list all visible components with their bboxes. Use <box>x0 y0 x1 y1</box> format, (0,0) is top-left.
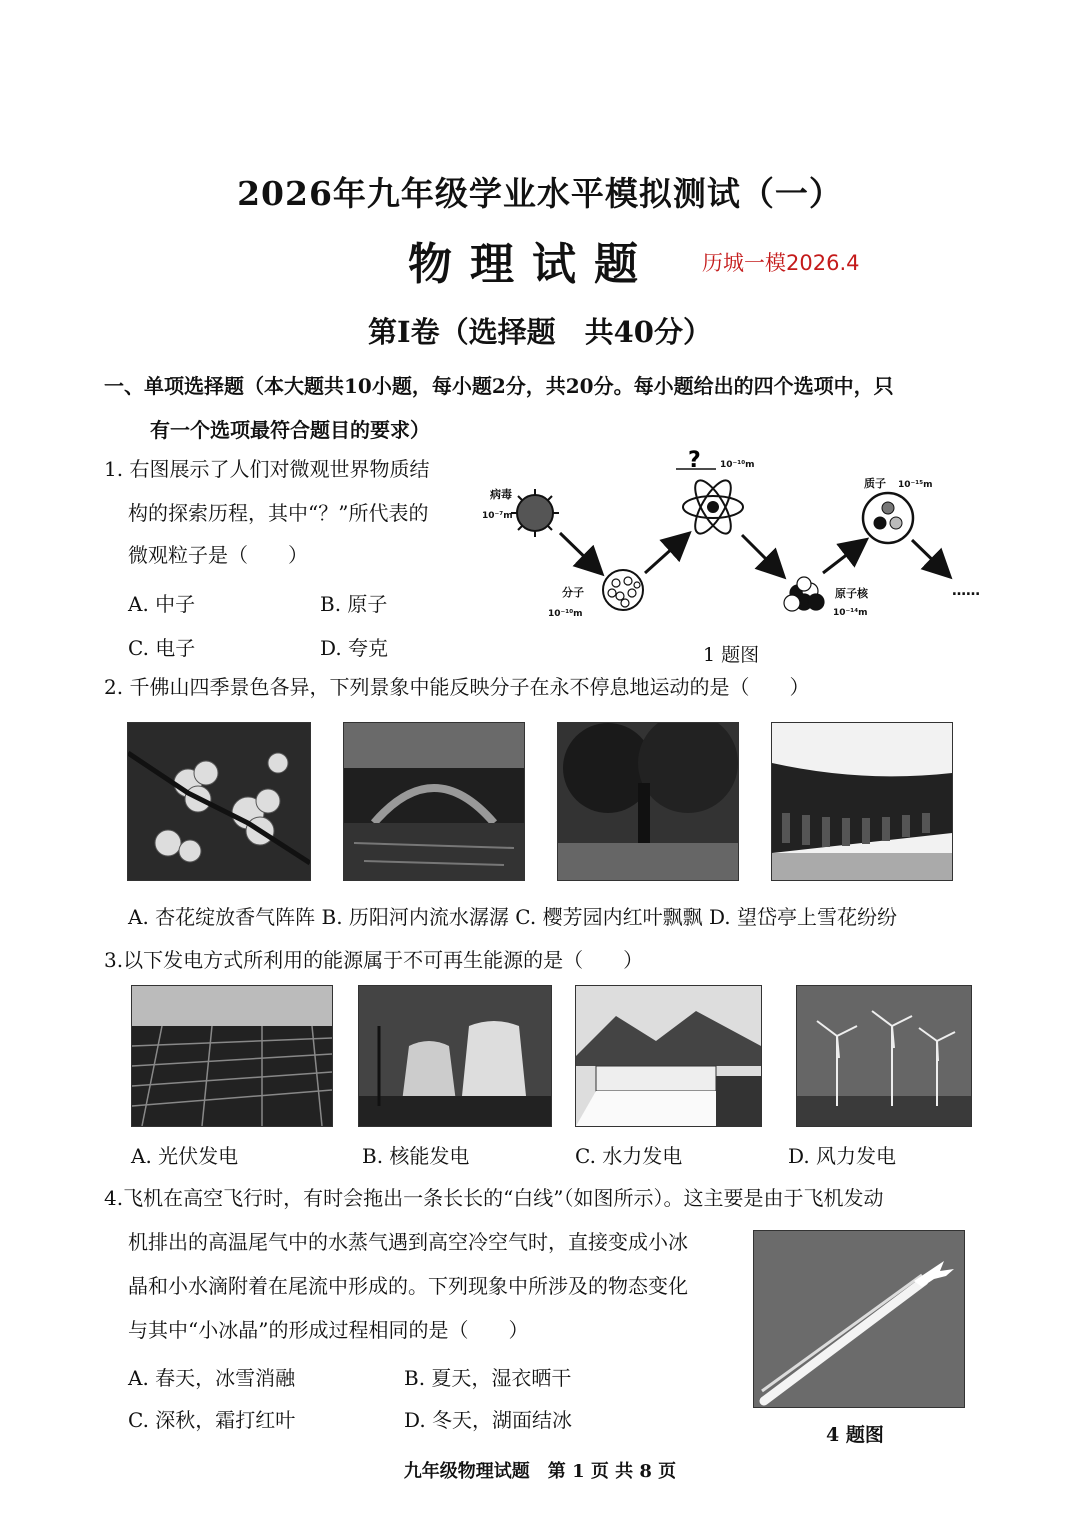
q3-photo-wind-turbines <box>796 985 972 1127</box>
proton-label: 质子 <box>864 477 886 490</box>
q1-line2: 构的探索历程，其中“？”所代表的 <box>128 501 429 525</box>
q4-line3: 晶和小水滴附着在尾流中形成的。下列现象中所涉及的物态变化 <box>128 1274 688 1298</box>
exam-title: 2026年九年级学业水平模拟测试（一） <box>237 174 843 213</box>
molecule-label: 分子 <box>562 586 584 599</box>
q2-photo-river-bridge <box>343 722 525 881</box>
handwritten-stamp: 历城一模2026.4 <box>702 251 860 275</box>
q4-line1: 4.飞机在高空飞行时，有时会拖出一条长长的“白线”（如图所示）。这主要是由于飞机发动 <box>104 1186 884 1210</box>
q4-caption: 4 题图 <box>826 1424 884 1446</box>
q1-option-a: A. 中子 <box>128 592 196 616</box>
atom-size: 10⁻¹⁰m <box>720 460 755 470</box>
q1-line1: 1. 右图展示了人们对微观世界物质结 <box>104 457 430 481</box>
section-heading: 一、单项选择题（本大题共10小题，每小题2分，共20分。每小题给出的四个选项中，只 <box>104 374 894 398</box>
q1-caption: 1 题图 <box>703 644 760 666</box>
q1-line3: 微观粒子是（ ） <box>128 543 308 567</box>
nucleus-icon <box>784 577 824 611</box>
q1-option-b: B. 原子 <box>320 592 388 616</box>
nucleus-size: 10⁻¹⁴m <box>833 608 868 618</box>
section-heading-cont: 有一个选项最符合题目的要求） <box>150 418 430 442</box>
q3-stem: 3.以下发电方式所利用的能源属于不可再生能源的是（ ） <box>104 948 644 972</box>
volume-heading: 第Ⅰ卷（选择题 共40分） <box>368 315 712 349</box>
q3-option-a: A. 光伏发电 <box>131 1144 239 1168</box>
q1-structure-diagram <box>480 445 990 635</box>
q3-photo-nuclear-plant <box>358 985 552 1127</box>
q4-line4: 与其中“小冰晶”的形成过程相同的是（ ） <box>128 1318 529 1342</box>
q3-photo-solar-panels <box>131 985 333 1127</box>
atom-icon <box>683 476 743 539</box>
q1-option-d: D. 夸克 <box>320 636 389 660</box>
q3-photo-hydro-dam <box>575 985 762 1127</box>
subject-title: 物理试题 <box>408 239 656 290</box>
page-footer: 九年级物理试题 第 1 页 共 8 页 <box>403 1461 677 1482</box>
proton-icon <box>863 493 913 543</box>
q4-line2: 机排出的高温尾气中的水蒸气遇到高空冷空气时，直接变成小冰 <box>128 1230 688 1254</box>
q2-photo-apricot-blossom <box>127 722 311 881</box>
q4-option-d: D. 冬天，湖面结冰 <box>404 1408 573 1432</box>
molecule-size: 10⁻¹⁰m <box>548 609 583 619</box>
q4-option-b: B. 夏天，湿衣晒干 <box>404 1366 572 1390</box>
virus-size: 10⁻⁷m <box>482 511 513 521</box>
molecule-icon <box>603 570 643 610</box>
q2-photo-pavilion-snow <box>771 722 953 881</box>
nucleus-label: 原子核 <box>835 587 868 600</box>
virus-icon <box>511 489 559 537</box>
q4-option-a: A. 春天，冰雪消融 <box>128 1366 296 1390</box>
q1-option-c: C. 电子 <box>128 636 196 660</box>
q1-question-mark: ? <box>688 448 701 473</box>
q2-stem: 2. 千佛山四季景色各异，下列景象中能反映分子在永不停息地运动的是（ ） <box>104 675 810 699</box>
q3-option-c: C. 水力发电 <box>575 1144 683 1168</box>
q4-photo-contrail <box>753 1230 965 1408</box>
proton-size: 10⁻¹⁵m <box>898 480 933 490</box>
q3-option-d: D. 风力发电 <box>788 1144 897 1168</box>
q4-option-c: C. 深秋，霜打红叶 <box>128 1408 296 1432</box>
q2-photo-red-leaves <box>557 722 739 881</box>
diagram-ellipsis: …… <box>952 583 980 599</box>
virus-label: 病毒 <box>490 488 512 501</box>
q2-options: A. 杏花绽放香气阵阵 B. 历阳河内流水潺潺 C. 樱芳园内红叶飘飘 D. 望岱亭上雪花纷纷 <box>128 905 897 929</box>
q3-option-b: B. 核能发电 <box>362 1144 470 1168</box>
